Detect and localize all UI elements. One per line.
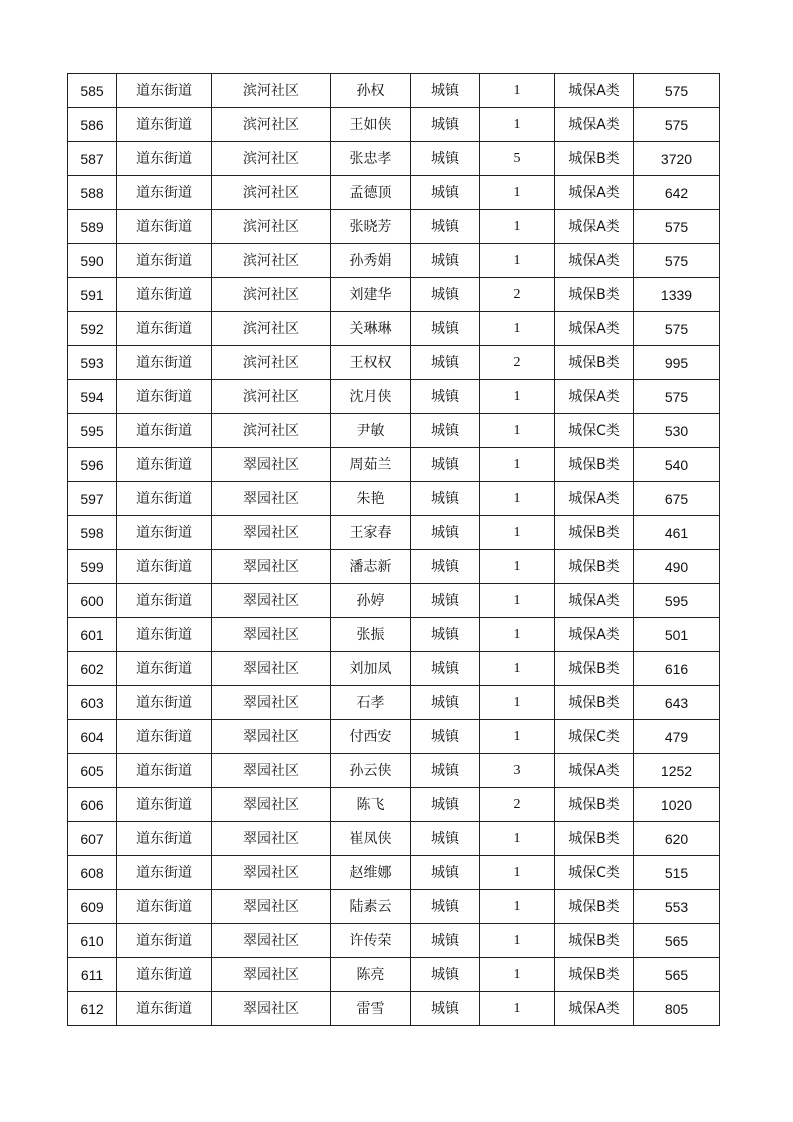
cell-household-count: 1	[480, 550, 555, 584]
cell-household-count: 3	[480, 754, 555, 788]
cell-amount: 995	[634, 346, 720, 380]
cell-category: 城保A类	[555, 618, 634, 652]
cell-area-type: 城镇	[411, 108, 480, 142]
table-row	[68, 414, 720, 448]
cell-street: 道东街道	[117, 958, 212, 992]
table-row	[68, 74, 720, 108]
cell-category: 城保A类	[555, 380, 634, 414]
cell-community: 翠园社区	[212, 822, 331, 856]
cell-household-count: 1	[480, 856, 555, 890]
cell-amount: 575	[634, 380, 720, 414]
cell-area-type: 城镇	[411, 482, 480, 516]
cell-area-type: 城镇	[411, 448, 480, 482]
table-row	[68, 992, 720, 1026]
cell-row-index: 610	[68, 924, 117, 958]
cell-household-count: 1	[480, 720, 555, 754]
cell-area-type: 城镇	[411, 618, 480, 652]
cell-street: 道东街道	[117, 414, 212, 448]
cell-community: 翠园社区	[212, 754, 331, 788]
cell-street: 道东街道	[117, 856, 212, 890]
cell-category: 城保A类	[555, 244, 634, 278]
cell-community: 滨河社区	[212, 380, 331, 414]
cell-household-count: 1	[480, 74, 555, 108]
cell-household-count: 1	[480, 108, 555, 142]
table-row	[68, 448, 720, 482]
table-row	[68, 822, 720, 856]
cell-name: 孙秀娟	[331, 244, 411, 278]
cell-category: 城保A类	[555, 584, 634, 618]
cell-amount: 805	[634, 992, 720, 1026]
cell-area-type: 城镇	[411, 890, 480, 924]
cell-amount: 575	[634, 210, 720, 244]
cell-category: 城保C类	[555, 720, 634, 754]
table-row	[68, 890, 720, 924]
cell-area-type: 城镇	[411, 210, 480, 244]
cell-row-index: 599	[68, 550, 117, 584]
cell-household-count: 1	[480, 686, 555, 720]
cell-name: 王家春	[331, 516, 411, 550]
table-row	[68, 788, 720, 822]
cell-amount: 575	[634, 74, 720, 108]
cell-name: 刘建华	[331, 278, 411, 312]
cell-street: 道东街道	[117, 754, 212, 788]
cell-street: 道东街道	[117, 346, 212, 380]
cell-household-count: 1	[480, 618, 555, 652]
cell-street: 道东街道	[117, 278, 212, 312]
cell-row-index: 586	[68, 108, 117, 142]
cell-category: 城保B类	[555, 448, 634, 482]
cell-category: 城保A类	[555, 210, 634, 244]
cell-category: 城保B类	[555, 924, 634, 958]
cell-household-count: 1	[480, 890, 555, 924]
cell-street: 道东街道	[117, 482, 212, 516]
cell-community: 翠园社区	[212, 856, 331, 890]
cell-street: 道东街道	[117, 448, 212, 482]
cell-amount: 675	[634, 482, 720, 516]
cell-household-count: 1	[480, 414, 555, 448]
cell-community: 翠园社区	[212, 720, 331, 754]
cell-amount: 642	[634, 176, 720, 210]
cell-amount: 3720	[634, 142, 720, 176]
cell-area-type: 城镇	[411, 516, 480, 550]
cell-street: 道东街道	[117, 686, 212, 720]
cell-row-index: 603	[68, 686, 117, 720]
cell-area-type: 城镇	[411, 584, 480, 618]
cell-name: 沈月侠	[331, 380, 411, 414]
cell-community: 翠园社区	[212, 958, 331, 992]
cell-amount: 620	[634, 822, 720, 856]
table-row	[68, 754, 720, 788]
cell-row-index: 585	[68, 74, 117, 108]
cell-category: 城保B类	[555, 516, 634, 550]
cell-category: 城保B类	[555, 890, 634, 924]
cell-amount: 461	[634, 516, 720, 550]
cell-area-type: 城镇	[411, 312, 480, 346]
cell-household-count: 2	[480, 788, 555, 822]
cell-amount: 501	[634, 618, 720, 652]
cell-community: 滨河社区	[212, 346, 331, 380]
cell-street: 道东街道	[117, 210, 212, 244]
cell-amount: 553	[634, 890, 720, 924]
cell-category: 城保A类	[555, 992, 634, 1026]
cell-amount: 530	[634, 414, 720, 448]
cell-street: 道东街道	[117, 312, 212, 346]
cell-street: 道东街道	[117, 584, 212, 618]
cell-household-count: 2	[480, 346, 555, 380]
cell-street: 道东街道	[117, 822, 212, 856]
cell-area-type: 城镇	[411, 992, 480, 1026]
cell-name: 石孝	[331, 686, 411, 720]
table-row	[68, 244, 720, 278]
cell-area-type: 城镇	[411, 686, 480, 720]
cell-name: 张晓芳	[331, 210, 411, 244]
table-row	[68, 856, 720, 890]
cell-name: 刘加凤	[331, 652, 411, 686]
cell-category: 城保A类	[555, 482, 634, 516]
table-row	[68, 176, 720, 210]
cell-name: 关琳琳	[331, 312, 411, 346]
cell-area-type: 城镇	[411, 856, 480, 890]
cell-row-index: 608	[68, 856, 117, 890]
cell-household-count: 1	[480, 584, 555, 618]
cell-community: 滨河社区	[212, 278, 331, 312]
table-row	[68, 108, 720, 142]
cell-row-index: 593	[68, 346, 117, 380]
cell-community: 翠园社区	[212, 550, 331, 584]
cell-street: 道东街道	[117, 550, 212, 584]
cell-category: 城保C类	[555, 414, 634, 448]
cell-amount: 575	[634, 108, 720, 142]
cell-category: 城保C类	[555, 856, 634, 890]
cell-street: 道东街道	[117, 720, 212, 754]
table-row	[68, 516, 720, 550]
cell-name: 孙婷	[331, 584, 411, 618]
cell-area-type: 城镇	[411, 176, 480, 210]
cell-row-index: 591	[68, 278, 117, 312]
cell-amount: 479	[634, 720, 720, 754]
cell-community: 翠园社区	[212, 448, 331, 482]
table-row	[68, 652, 720, 686]
cell-household-count: 1	[480, 482, 555, 516]
cell-name: 赵维娜	[331, 856, 411, 890]
cell-street: 道东街道	[117, 992, 212, 1026]
cell-name: 王权权	[331, 346, 411, 380]
cell-name: 张振	[331, 618, 411, 652]
cell-area-type: 城镇	[411, 550, 480, 584]
cell-community: 翠园社区	[212, 890, 331, 924]
cell-area-type: 城镇	[411, 244, 480, 278]
cell-street: 道东街道	[117, 516, 212, 550]
cell-area-type: 城镇	[411, 788, 480, 822]
table-row	[68, 346, 720, 380]
cell-amount: 490	[634, 550, 720, 584]
cell-amount: 540	[634, 448, 720, 482]
cell-household-count: 1	[480, 822, 555, 856]
cell-household-count: 1	[480, 380, 555, 414]
cell-row-index: 598	[68, 516, 117, 550]
cell-name: 潘志新	[331, 550, 411, 584]
cell-community: 滨河社区	[212, 108, 331, 142]
cell-name: 许传荣	[331, 924, 411, 958]
cell-category: 城保B类	[555, 958, 634, 992]
table-row	[68, 720, 720, 754]
cell-category: 城保B类	[555, 278, 634, 312]
cell-area-type: 城镇	[411, 74, 480, 108]
cell-row-index: 594	[68, 380, 117, 414]
cell-name: 张忠孝	[331, 142, 411, 176]
cell-community: 翠园社区	[212, 516, 331, 550]
cell-street: 道东街道	[117, 108, 212, 142]
cell-name: 付西安	[331, 720, 411, 754]
cell-name: 王如侠	[331, 108, 411, 142]
table-row	[68, 618, 720, 652]
cell-row-index: 604	[68, 720, 117, 754]
cell-name: 雷雪	[331, 992, 411, 1026]
cell-area-type: 城镇	[411, 380, 480, 414]
cell-household-count: 5	[480, 142, 555, 176]
cell-amount: 565	[634, 924, 720, 958]
cell-community: 滨河社区	[212, 210, 331, 244]
cell-household-count: 1	[480, 992, 555, 1026]
cell-area-type: 城镇	[411, 414, 480, 448]
cell-household-count: 1	[480, 210, 555, 244]
cell-amount: 565	[634, 958, 720, 992]
cell-community: 翠园社区	[212, 686, 331, 720]
table-row	[68, 210, 720, 244]
cell-category: 城保B类	[555, 142, 634, 176]
cell-category: 城保B类	[555, 652, 634, 686]
data-table	[67, 73, 720, 1026]
table-row	[68, 958, 720, 992]
cell-row-index: 601	[68, 618, 117, 652]
cell-area-type: 城镇	[411, 720, 480, 754]
table-row	[68, 482, 720, 516]
cell-street: 道东街道	[117, 924, 212, 958]
cell-row-index: 602	[68, 652, 117, 686]
cell-household-count: 1	[480, 312, 555, 346]
cell-name: 朱艳	[331, 482, 411, 516]
cell-street: 道东街道	[117, 176, 212, 210]
cell-row-index: 587	[68, 142, 117, 176]
cell-household-count: 1	[480, 448, 555, 482]
cell-community: 翠园社区	[212, 482, 331, 516]
cell-category: 城保A类	[555, 74, 634, 108]
cell-name: 孙权	[331, 74, 411, 108]
cell-row-index: 592	[68, 312, 117, 346]
table-row	[68, 142, 720, 176]
cell-area-type: 城镇	[411, 754, 480, 788]
table-body	[68, 74, 720, 1026]
cell-name: 周茹兰	[331, 448, 411, 482]
cell-street: 道东街道	[117, 74, 212, 108]
cell-category: 城保A类	[555, 176, 634, 210]
cell-name: 孟德顶	[331, 176, 411, 210]
cell-area-type: 城镇	[411, 142, 480, 176]
cell-area-type: 城镇	[411, 822, 480, 856]
cell-amount: 575	[634, 244, 720, 278]
cell-row-index: 609	[68, 890, 117, 924]
cell-community: 翠园社区	[212, 618, 331, 652]
cell-row-index: 588	[68, 176, 117, 210]
cell-row-index: 612	[68, 992, 117, 1026]
cell-amount: 1339	[634, 278, 720, 312]
cell-street: 道东街道	[117, 652, 212, 686]
cell-area-type: 城镇	[411, 346, 480, 380]
cell-community: 滨河社区	[212, 414, 331, 448]
cell-street: 道东街道	[117, 142, 212, 176]
cell-street: 道东街道	[117, 890, 212, 924]
cell-amount: 616	[634, 652, 720, 686]
cell-street: 道东街道	[117, 380, 212, 414]
cell-category: 城保A类	[555, 754, 634, 788]
cell-name: 崔凤侠	[331, 822, 411, 856]
cell-category: 城保B类	[555, 686, 634, 720]
cell-community: 翠园社区	[212, 924, 331, 958]
cell-row-index: 600	[68, 584, 117, 618]
cell-category: 城保B类	[555, 788, 634, 822]
cell-area-type: 城镇	[411, 278, 480, 312]
cell-amount: 515	[634, 856, 720, 890]
cell-area-type: 城镇	[411, 652, 480, 686]
cell-category: 城保A类	[555, 312, 634, 346]
table-row	[68, 312, 720, 346]
table-row	[68, 686, 720, 720]
cell-household-count: 2	[480, 278, 555, 312]
cell-household-count: 1	[480, 652, 555, 686]
cell-name: 陈亮	[331, 958, 411, 992]
cell-community: 滨河社区	[212, 176, 331, 210]
cell-amount: 1020	[634, 788, 720, 822]
cell-row-index: 611	[68, 958, 117, 992]
cell-row-index: 605	[68, 754, 117, 788]
cell-household-count: 1	[480, 176, 555, 210]
table-row	[68, 924, 720, 958]
table-row	[68, 584, 720, 618]
cell-row-index: 606	[68, 788, 117, 822]
cell-street: 道东街道	[117, 788, 212, 822]
cell-name: 孙云侠	[331, 754, 411, 788]
cell-household-count: 1	[480, 516, 555, 550]
cell-amount: 595	[634, 584, 720, 618]
cell-household-count: 1	[480, 244, 555, 278]
cell-street: 道东街道	[117, 244, 212, 278]
cell-row-index: 595	[68, 414, 117, 448]
cell-street: 道东街道	[117, 618, 212, 652]
table-row	[68, 380, 720, 414]
cell-row-index: 590	[68, 244, 117, 278]
cell-community: 翠园社区	[212, 584, 331, 618]
cell-row-index: 607	[68, 822, 117, 856]
cell-household-count: 1	[480, 924, 555, 958]
cell-name: 陈飞	[331, 788, 411, 822]
cell-amount: 575	[634, 312, 720, 346]
cell-community: 滨河社区	[212, 74, 331, 108]
table-row	[68, 550, 720, 584]
cell-category: 城保B类	[555, 822, 634, 856]
cell-amount: 1252	[634, 754, 720, 788]
cell-community: 滨河社区	[212, 244, 331, 278]
table-row	[68, 278, 720, 312]
cell-community: 滨河社区	[212, 142, 331, 176]
cell-row-index: 589	[68, 210, 117, 244]
cell-community: 翠园社区	[212, 652, 331, 686]
cell-row-index: 597	[68, 482, 117, 516]
cell-amount: 643	[634, 686, 720, 720]
cell-category: 城保B类	[555, 550, 634, 584]
cell-row-index: 596	[68, 448, 117, 482]
cell-community: 滨河社区	[212, 312, 331, 346]
cell-area-type: 城镇	[411, 958, 480, 992]
cell-category: 城保A类	[555, 108, 634, 142]
cell-area-type: 城镇	[411, 924, 480, 958]
cell-community: 翠园社区	[212, 788, 331, 822]
cell-name: 陆素云	[331, 890, 411, 924]
cell-household-count: 1	[480, 958, 555, 992]
cell-category: 城保B类	[555, 346, 634, 380]
cell-community: 翠园社区	[212, 992, 331, 1026]
cell-name: 尹敏	[331, 414, 411, 448]
